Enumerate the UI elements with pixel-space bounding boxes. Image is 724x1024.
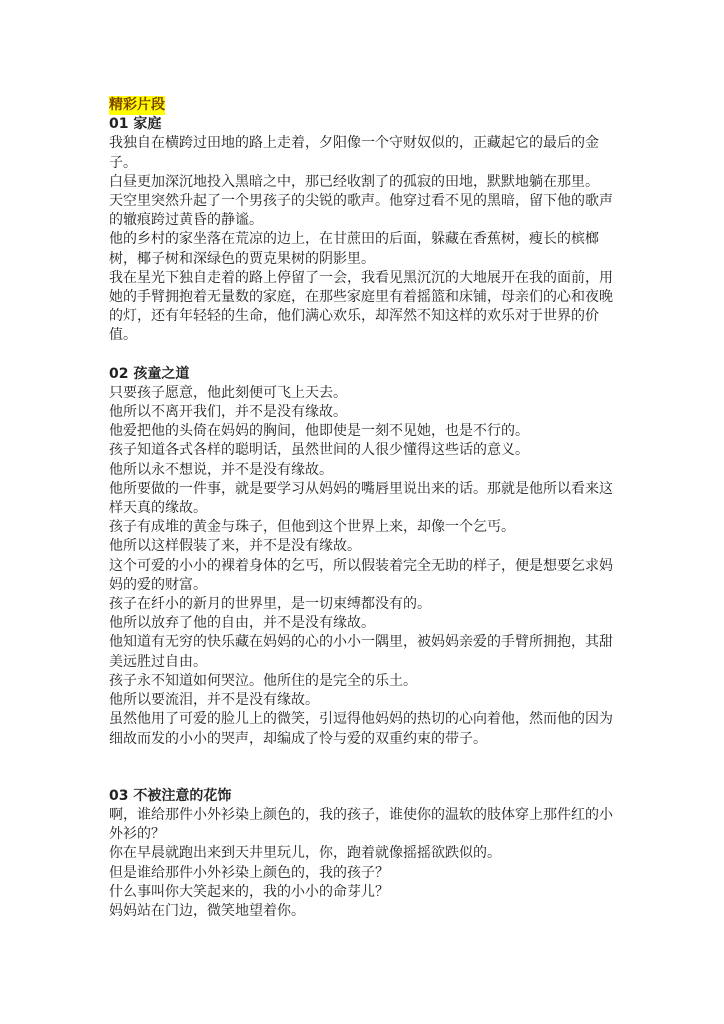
paragraph: 他所以这样假装了来，并不是没有缘故。 <box>109 538 361 555</box>
document-body <box>109 96 619 921</box>
section-title: 02 孩童之道 <box>109 365 190 382</box>
paragraph: 孩子有成堆的黄金与珠子，但他到这个世界上来，却像一个乞丐。 <box>109 519 515 536</box>
section-3 <box>109 787 619 921</box>
paragraph: 他所要做的一件事，就是要学习从妈妈的嘴唇里说出来的话。那就是他所以看来这样天真的缘故。 <box>109 480 613 517</box>
paragraph: 孩子知道各式各样的聪明话，虽然世间的人很少懂得这些话的意义。 <box>109 442 529 459</box>
paragraph: 他知道有无穷的快乐藏在妈妈的心的小小一隅里，被妈妈亲爱的手臂所拥抱，其甜美远胜过自由。 <box>109 634 613 670</box>
paragraph: 他所以放弃了他的自由，并不是没有缘故。 <box>109 615 375 632</box>
section-2 <box>109 365 619 749</box>
paragraph: 他的乡村的家坐落在荒凉的边上，在甘蔗田的后面，躲藏在香蕉树，瘦长的槟榔树，椰子树和深绿色的贾克果树的阴影里。 <box>109 231 599 267</box>
paragraph: 妈妈站在门边，微笑地望着你。 <box>109 902 305 919</box>
paragraph: 但是谁给那件小外衫染上颜色的，我的孩子？ <box>109 864 389 881</box>
paragraph: 我独自在横跨过田地的路上走着，夕阳像一个守财奴似的，正藏起它的最后的金子。 <box>109 135 599 171</box>
paragraph: 孩子在纤小的新月的世界里，是一切束缚都没有的。 <box>109 596 431 613</box>
paragraph: 什么事叫你大笑起来的，我的小小的命芽儿？ <box>109 883 389 900</box>
paragraph: 他所以永不想说，并不是没有缘故。 <box>109 461 333 478</box>
paragraph: 只要孩子愿意，他此刻便可飞上天去。 <box>109 384 347 401</box>
paragraph: 他爱把他的头倚在妈妈的胸间，他即使是一刻不见她，也是不行的。 <box>109 423 529 440</box>
paragraph: 天空里突然升起了一个男孩子的尖锐的歌声。他穿过看不见的黑暗，留下他的歌声的辙痕跨过黄昏的静谧。 <box>109 193 613 229</box>
paragraph: 这个可爱的小小的裸着身体的乞丐，所以假装着完全无助的样子，便是想要乞求妈妈的爱的财富。 <box>109 557 613 593</box>
paragraph: 孩子永不知道如何哭泣。他所住的是完全的乐土。 <box>109 672 417 689</box>
paragraph: 啊，谁给那件小外衫染上颜色的，我的孩子，谁使你的温软的肢体穿上那件红的小外衫的？ <box>109 806 613 843</box>
section-title: 03 不被注意的花饰 <box>109 787 232 804</box>
paragraph: 虽然他用了可爱的脸儿上的微笑，引逗得他妈妈的热切的心向着他，然而他的因为细故而发的小小的哭声，却编成了怜与爱的双重约束的带子。 <box>109 711 613 747</box>
paragraph: 我在星光下独自走着的路上停留了一会，我看见黑沉沉的大地展开在我的面前，用她的手臂拥抱着无量数的家庭，在那些家庭里有着摇篮和床铺，母亲们的心和夜晚的灯，还有年轻轻的生命，他们满心欢乐，却浑然不知这样的欢乐对于世界的价值。 <box>109 269 613 344</box>
paragraph: 他所以不离开我们，并不是没有缘故。 <box>109 404 347 421</box>
paragraph: 白昼更加深沉地投入黑暗之中，那已经收割了的孤寂的田地，默默地躺在那里。 <box>109 173 599 190</box>
paragraph: 你在早晨就跑出来到天井里玩儿，你，跑着就像摇摇欲跌似的。 <box>109 845 501 862</box>
paragraph: 他所以要流泪，并不是没有缘故。 <box>109 692 319 709</box>
section-title: 01 家庭 <box>109 116 162 133</box>
section-1 <box>109 115 619 345</box>
header-label: 精彩片段 <box>109 96 165 115</box>
